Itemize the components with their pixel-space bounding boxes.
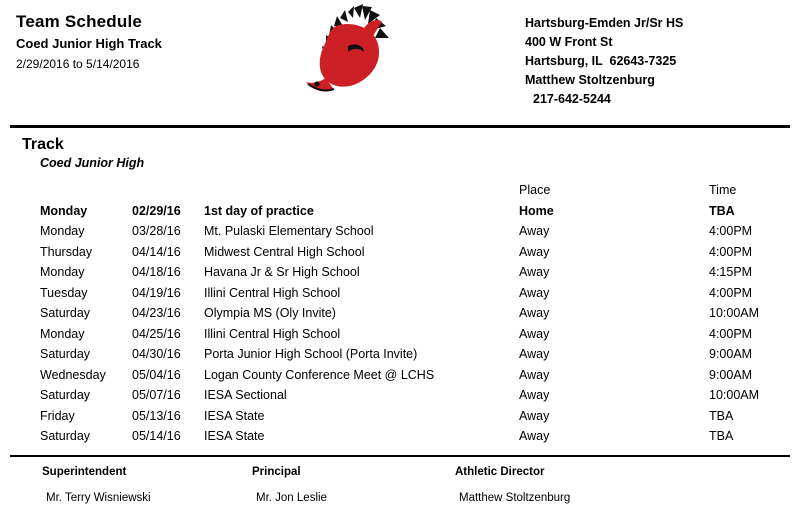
cell-time: 4:00PM (709, 285, 753, 300)
cell-place: Home (519, 203, 554, 218)
cell-place: Away (519, 306, 550, 320)
cell-opponent: Havana Jr & Sr High School (204, 265, 360, 279)
signature-person: Mr. Jon Leslie (256, 492, 327, 504)
cell-date: 05/13/16 (132, 408, 181, 423)
cell-opponent: Olympia MS (Oly Invite) (204, 306, 336, 320)
signature-role: Athletic Director (455, 466, 545, 478)
cell-time: 4:00PM (709, 326, 753, 341)
cell-day: Thursday (40, 244, 93, 259)
cell-time: 4:00PM (709, 244, 753, 259)
school-name: Hartsburg-Emden Jr/Sr HS (525, 16, 684, 30)
table-row (40, 365, 780, 386)
season-date-range: 2/29/2016 to 5/14/2016 (16, 57, 140, 71)
table-row (40, 406, 780, 427)
cell-place: Away (519, 244, 550, 259)
school-info-block (525, 14, 790, 109)
header-left-block (16, 12, 276, 71)
cell-opponent: IESA Sectional (204, 388, 287, 402)
table-row (40, 324, 780, 345)
cell-day: Friday (40, 408, 75, 423)
document-header (0, 0, 800, 120)
cell-place: Away (519, 367, 550, 382)
cell-opponent: 1st day of practice (204, 203, 314, 218)
signature-person: Matthew Stoltzenburg (459, 492, 571, 504)
cell-place: Away (519, 388, 550, 402)
red-horse-mascot-icon (290, 4, 410, 104)
table-row (40, 344, 780, 365)
signature-role: Principal (252, 466, 301, 478)
cell-day: Monday (40, 265, 85, 279)
cell-opponent: Porta Junior High School (Porta Invite) (204, 347, 418, 361)
table-row (40, 262, 780, 283)
signature-block (0, 466, 800, 516)
cell-place: Away (519, 408, 550, 423)
table-row (40, 242, 780, 263)
table-row (40, 283, 780, 304)
cell-opponent: Illini Central High School (204, 285, 341, 300)
cell-day: Saturday (40, 429, 91, 443)
column-header-opponent (204, 180, 519, 201)
page-title: Team Schedule (16, 12, 143, 31)
cell-place: Away (519, 265, 550, 279)
column-header-place: Place (519, 183, 551, 197)
cell-date: 04/18/16 (132, 265, 181, 279)
footer-divider (10, 455, 790, 457)
cell-date: 05/04/16 (132, 367, 181, 382)
signature-principal (252, 466, 327, 504)
sport-section (0, 136, 800, 447)
sport-title: Track (22, 136, 64, 153)
school-city-state-zip: Hartsburg, IL 62643-7325 (525, 54, 677, 68)
cell-place: Away (519, 326, 550, 341)
cell-place: Away (519, 429, 550, 443)
cell-time: TBA (709, 203, 735, 218)
table-row (40, 303, 780, 324)
table-row (40, 426, 780, 447)
cell-opponent: Midwest Central High School (204, 244, 365, 259)
cell-opponent: Mt. Pulaski Elementary School (204, 224, 374, 238)
cell-date: 04/19/16 (132, 285, 181, 300)
cell-time: TBA (709, 429, 734, 443)
column-header-day (40, 180, 132, 201)
cell-opponent: IESA State (204, 408, 265, 423)
cell-place: Away (519, 224, 550, 238)
cell-time: 9:00AM (709, 347, 753, 361)
header-divider (10, 125, 790, 128)
cell-time: 4:15PM (709, 265, 753, 279)
cell-time: 10:00AM (709, 306, 760, 320)
cell-day: Saturday (40, 306, 91, 320)
cell-day: Saturday (40, 388, 91, 402)
school-logo (290, 4, 410, 104)
cell-day: Monday (40, 326, 85, 341)
signature-person: Mr. Terry Wisniewski (46, 492, 151, 504)
schedule-table (40, 180, 780, 447)
schedule-table-body (40, 201, 780, 447)
cell-time: TBA (709, 408, 734, 423)
cell-date: 03/28/16 (132, 224, 181, 238)
signature-superintendent (42, 466, 151, 504)
cell-time: 10:00AM (709, 388, 760, 402)
signature-athletic-director (455, 466, 570, 504)
school-phone: 217-642-5244 (533, 92, 611, 106)
cell-time: 9:00AM (709, 367, 753, 382)
cell-date: 02/29/16 (132, 203, 181, 218)
cell-date: 04/30/16 (132, 347, 181, 361)
cell-day: Wednesday (40, 367, 106, 382)
cell-opponent: IESA State (204, 429, 265, 443)
cell-date: 05/14/16 (132, 429, 181, 443)
cell-day: Saturday (40, 347, 91, 361)
table-row (40, 201, 780, 222)
cell-date: 04/14/16 (132, 244, 181, 259)
cell-date: 04/23/16 (132, 306, 181, 320)
school-contact-name: Matthew Stoltzenburg (525, 73, 655, 87)
cell-day: Monday (40, 224, 85, 238)
schedule-table-head (40, 180, 780, 201)
signature-role: Superintendent (42, 466, 127, 478)
team-name: Coed Junior High Track (16, 36, 162, 51)
sport-subtitle: Coed Junior High (40, 156, 145, 170)
table-header-row (40, 180, 780, 201)
cell-day: Tuesday (40, 285, 88, 300)
cell-day: Monday (40, 203, 88, 218)
cell-opponent: Illini Central High School (204, 326, 341, 341)
cell-place: Away (519, 285, 550, 300)
cell-date: 04/25/16 (132, 326, 181, 341)
cell-time: 4:00PM (709, 224, 753, 238)
cell-date: 05/07/16 (132, 388, 181, 402)
table-row (40, 385, 780, 406)
table-row (40, 221, 780, 242)
column-header-date (132, 180, 204, 201)
cell-place: Away (519, 347, 550, 361)
column-header-time: Time (709, 183, 737, 197)
cell-opponent: Logan County Conference Meet @ LCHS (204, 367, 435, 382)
school-address: 400 W Front St (525, 35, 613, 49)
